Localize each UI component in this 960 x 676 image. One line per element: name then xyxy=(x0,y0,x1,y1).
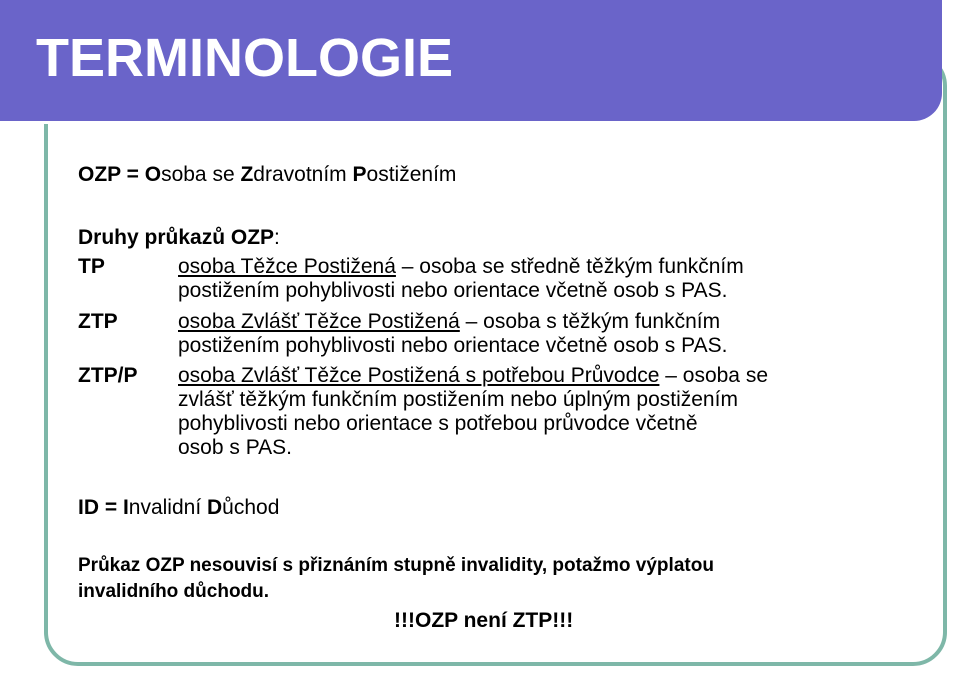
title-banner xyxy=(0,0,942,121)
ztp-label: ZTP xyxy=(78,310,118,333)
banner-divider xyxy=(0,121,890,124)
tp-label: TP xyxy=(78,255,105,278)
warning-text: !!!OZP není ZTP!!! xyxy=(394,609,574,632)
note-line-1: Průkaz OZP nesouvisí s přiznáním stupně invalidity, potažmo výplatou xyxy=(78,555,714,576)
ztp-description: osoba Zvlášť Těžce Postižená – osoba s těžkým funkčním postižením pohyblivosti nebo orientace včetně osob s PAS. xyxy=(178,310,728,357)
slide-title: TERMINOLOGIE xyxy=(36,28,453,88)
ozp-definition: OZP = Osoba se Zdravotním Postižením xyxy=(78,163,457,186)
ztpp-description: osoba Zvlášť Těžce Postižená s potřebou Průvodce – osoba se zvlášť těžkým funkčním postižením nebo úplným postižením pohyblivosti nebo orientace s potřebou průvodce včetně osob s PAS. xyxy=(178,364,769,459)
id-definition: ID = Invalidní Důchod xyxy=(78,496,280,519)
ztpp-label: ZTP/P xyxy=(78,364,138,387)
card-types-heading: Druhy průkazů OZP: xyxy=(78,226,280,249)
tp-description: osoba Těžce Postižená – osoba se středně těžkým funkčním postižením pohyblivosti nebo orientace včetně osob s PAS. xyxy=(178,255,744,302)
note-line-2: invalidního důchodu. xyxy=(78,581,270,602)
